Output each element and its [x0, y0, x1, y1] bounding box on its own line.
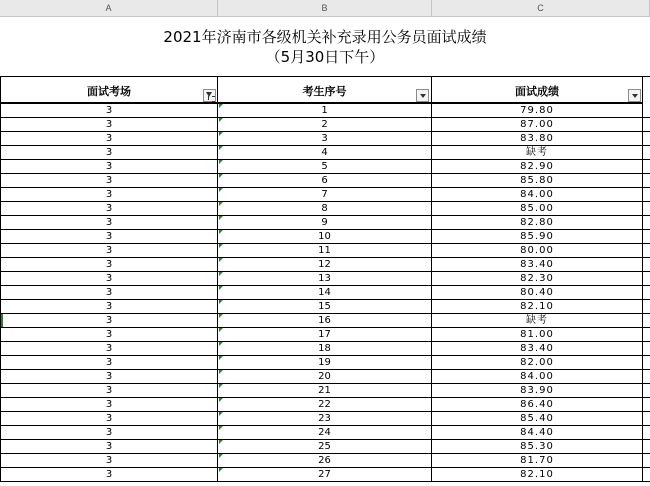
cell-score[interactable]: 81.00: [432, 328, 643, 341]
cell-score[interactable]: 缺考: [432, 314, 643, 327]
cell-room[interactable]: 3: [0, 356, 218, 369]
cell-room[interactable]: 3: [0, 104, 218, 117]
table-row[interactable]: [0, 384, 650, 398]
table-row[interactable]: [0, 132, 650, 146]
cell-score[interactable]: 82.00: [432, 356, 643, 369]
header-cell-room[interactable]: [0, 77, 218, 104]
cell-seq[interactable]: 24: [218, 426, 432, 439]
table-row[interactable]: [0, 412, 650, 426]
cell-room[interactable]: 3: [0, 454, 218, 467]
cell-room[interactable]: 3: [0, 468, 218, 481]
cell-room[interactable]: 3: [0, 384, 218, 397]
header-label-seq: 考生序号: [302, 85, 347, 98]
cell-seq[interactable]: 1: [218, 104, 432, 117]
table-row[interactable]: [0, 314, 650, 328]
cell-score[interactable]: 85.40: [432, 412, 643, 425]
cell-seq[interactable]: 17: [218, 328, 432, 341]
cell-seq[interactable]: 26: [218, 454, 432, 467]
cell-room[interactable]: 3: [0, 412, 218, 425]
cell-score[interactable]: 84.00: [432, 370, 643, 383]
cell-room[interactable]: 3: [0, 342, 218, 355]
cell-room[interactable]: 3: [0, 440, 218, 453]
cell-seq[interactable]: 27: [218, 468, 432, 481]
cell-score[interactable]: 87.00: [432, 118, 643, 131]
cell-seq[interactable]: 14: [218, 286, 432, 299]
table-row[interactable]: [0, 160, 650, 174]
dropdown-arrow-icon[interactable]: [416, 89, 429, 102]
cell-seq[interactable]: 12: [218, 258, 432, 271]
table-row[interactable]: [0, 188, 650, 202]
cell-seq[interactable]: 6: [218, 174, 432, 187]
table-row[interactable]: [0, 398, 650, 412]
sheet-subtitle: （5月30日下午）: [265, 48, 385, 66]
cell-seq[interactable]: 19: [218, 356, 432, 369]
cell-seq[interactable]: 20: [218, 370, 432, 383]
cell-seq[interactable]: 7: [218, 188, 432, 201]
cell-score[interactable]: 82.10: [432, 300, 643, 313]
cell-score[interactable]: 缺考: [432, 146, 643, 159]
cell-score[interactable]: 83.80: [432, 132, 643, 145]
header-cell-score[interactable]: [432, 77, 643, 104]
cell-score[interactable]: 84.40: [432, 426, 643, 439]
cell-seq[interactable]: 4: [218, 146, 432, 159]
cell-score[interactable]: 82.10: [432, 468, 643, 481]
cell-seq[interactable]: 21: [218, 384, 432, 397]
cell-room[interactable]: 3: [0, 160, 218, 173]
cell-seq[interactable]: 13: [218, 272, 432, 285]
cell-score[interactable]: 86.40: [432, 398, 643, 411]
header-label-room: 面试考场: [87, 85, 131, 98]
cell-score[interactable]: 82.90: [432, 160, 643, 173]
cell-seq[interactable]: 16: [218, 314, 432, 327]
cell-score[interactable]: 84.00: [432, 188, 643, 201]
cell-score[interactable]: 85.80: [432, 174, 643, 187]
table-row[interactable]: [0, 370, 650, 384]
table-row[interactable]: [0, 468, 650, 482]
cell-room[interactable]: 3: [0, 328, 218, 341]
cell-room[interactable]: 3: [0, 398, 218, 411]
table-row[interactable]: [0, 356, 650, 370]
cell-seq[interactable]: 18: [218, 342, 432, 355]
cell-room[interactable]: 3: [0, 216, 218, 229]
cell-score[interactable]: 85.00: [432, 202, 643, 215]
table-row[interactable]: [0, 216, 650, 230]
table-row[interactable]: [0, 146, 650, 160]
cell-seq[interactable]: 11: [218, 244, 432, 257]
table-row[interactable]: [0, 440, 650, 454]
cell-seq[interactable]: 3: [218, 132, 432, 145]
dropdown-arrow-icon[interactable]: [628, 89, 641, 102]
table-row[interactable]: [0, 244, 650, 258]
table-row[interactable]: [0, 202, 650, 216]
cell-room[interactable]: 3: [0, 118, 218, 131]
cell-seq[interactable]: 8: [218, 202, 432, 215]
header-label-score: 面试成绩: [515, 85, 559, 98]
cell-score[interactable]: 82.30: [432, 272, 643, 285]
cell-score[interactable]: 85.30: [432, 440, 643, 453]
cell-room[interactable]: 3: [0, 426, 218, 439]
table-row[interactable]: [0, 230, 650, 244]
cell-score[interactable]: 81.70: [432, 454, 643, 467]
filter-active-icon[interactable]: [203, 89, 216, 102]
cell-score[interactable]: 83.40: [432, 258, 643, 271]
cell-score[interactable]: 80.00: [432, 244, 643, 257]
cell-score[interactable]: 80.40: [432, 286, 643, 299]
column-header-a[interactable]: A: [0, 0, 218, 16]
table-row[interactable]: [0, 286, 650, 300]
column-header-bar: [0, 0, 650, 17]
table-row[interactable]: [0, 300, 650, 314]
table-row[interactable]: [0, 454, 650, 468]
cell-seq[interactable]: 9: [218, 216, 432, 229]
cell-room[interactable]: 3: [0, 146, 218, 159]
table-row[interactable]: [0, 426, 650, 440]
cell-score[interactable]: 82.80: [432, 216, 643, 229]
table-row[interactable]: [0, 328, 650, 342]
table-row[interactable]: [0, 174, 650, 188]
cell-room[interactable]: 3: [0, 174, 218, 187]
merged-title-cell[interactable]: [0, 17, 650, 77]
cell-seq[interactable]: 5: [218, 160, 432, 173]
cell-score[interactable]: 85.90: [432, 230, 643, 243]
cell-room[interactable]: 3: [0, 272, 218, 285]
table-row[interactable]: [0, 258, 650, 272]
cell-room[interactable]: 3: [0, 286, 218, 299]
cell-score[interactable]: 79.80: [432, 104, 643, 117]
cell-seq[interactable]: 2: [218, 118, 432, 131]
cell-room[interactable]: 3: [0, 314, 218, 327]
cell-room[interactable]: 3: [0, 202, 218, 215]
column-header-b[interactable]: B: [218, 0, 432, 16]
sheet-title: 2021年济南市各级机关补充录用公务员面试成绩: [163, 28, 487, 46]
header-cell-seq[interactable]: [218, 77, 432, 104]
cell-room[interactable]: 3: [0, 370, 218, 383]
cell-seq[interactable]: 25: [218, 440, 432, 453]
cell-room[interactable]: 3: [0, 300, 218, 313]
cell-room[interactable]: 3: [0, 258, 218, 271]
table-row[interactable]: [0, 118, 650, 132]
cell-room[interactable]: 3: [0, 188, 218, 201]
cell-room[interactable]: 3: [0, 244, 218, 257]
column-header-c[interactable]: C: [432, 0, 650, 16]
cell-seq[interactable]: 15: [218, 300, 432, 313]
table-row[interactable]: [0, 342, 650, 356]
table-row[interactable]: [0, 272, 650, 286]
cell-score[interactable]: 83.40: [432, 342, 643, 355]
table-row[interactable]: [0, 104, 650, 118]
cell-room[interactable]: 3: [0, 230, 218, 243]
cell-room[interactable]: 3: [0, 132, 218, 145]
cell-score[interactable]: 83.90: [432, 384, 643, 397]
cell-seq[interactable]: 10: [218, 230, 432, 243]
cell-seq[interactable]: 22: [218, 398, 432, 411]
cell-seq[interactable]: 23: [218, 412, 432, 425]
